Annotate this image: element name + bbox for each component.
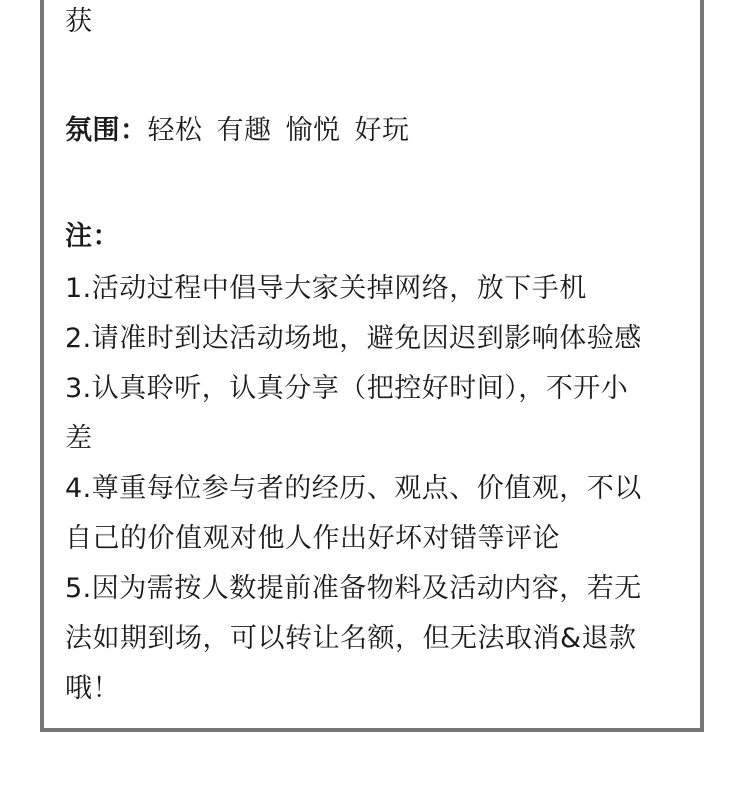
atmosphere-row <box>65 114 410 148</box>
note-line-4: 4.尊重每位参与者的经历、观点、价值观，不以 <box>65 473 642 504</box>
top-text-fragment: 获 <box>65 6 93 37</box>
keyword-relaxed: 轻松 <box>147 115 203 146</box>
keyword-playful: 好玩 <box>354 115 410 146</box>
atmosphere-label: 氛围： <box>65 115 148 146</box>
keyword-fun: 有趣 <box>216 115 272 146</box>
note-line-3: 3.认真聆听，认真分享（把控好时间），不开小 <box>65 373 629 404</box>
keyword-pleasant: 愉悦 <box>285 115 341 146</box>
notes-title: 注： <box>65 221 120 252</box>
note-line-3-cont: 差 <box>65 423 93 454</box>
note-line-5: 5.因为需按人数提前准备物料及活动内容，若无 <box>65 573 642 604</box>
note-line-4-cont: 自己的价值观对他人作出好坏对错等评论 <box>65 523 560 554</box>
note-line-1: 1.活动过程中倡导大家关掉网络，放下手机 <box>65 273 587 304</box>
note-line-5-cont: 法如期到场，可以转让名额，但无法取消&退款 <box>65 623 637 654</box>
note-line-5-end: 哦！ <box>65 673 120 704</box>
note-line-2: 2.请准时到达活动场地，避免因迟到影响体验感 <box>65 323 642 354</box>
